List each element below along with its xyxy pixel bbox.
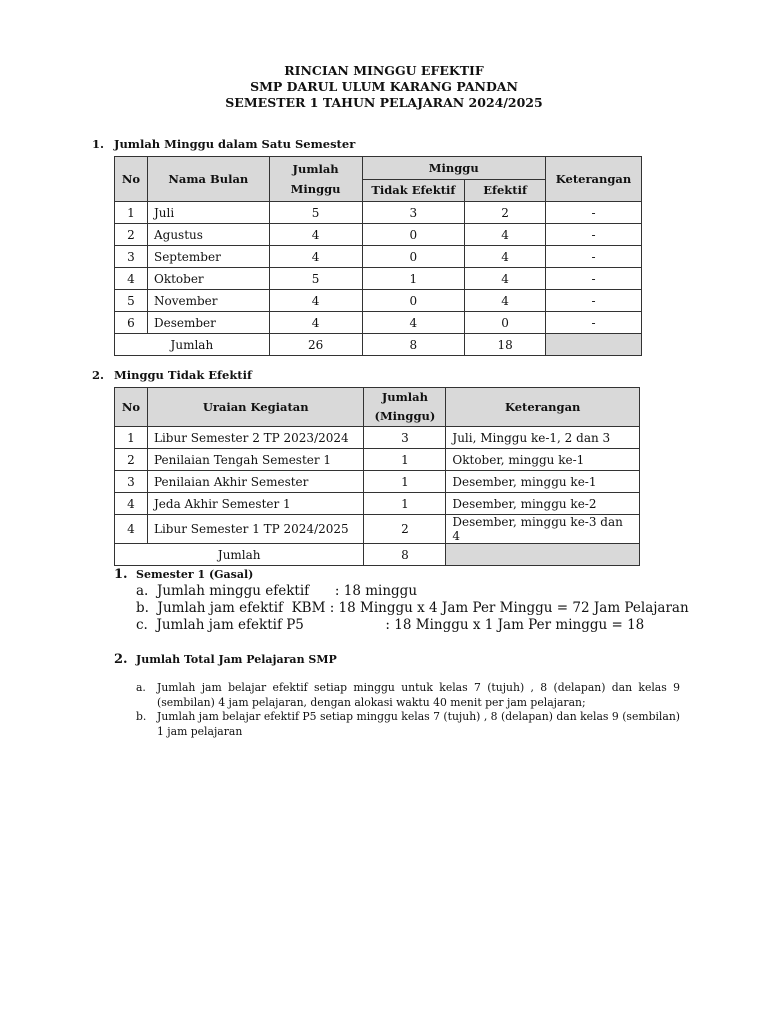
row-jumlah: 5 xyxy=(269,202,362,224)
row-efektif: 0 xyxy=(465,312,546,334)
list-item xyxy=(136,681,680,710)
item-marker: b. xyxy=(136,710,147,723)
doc-title: RINCIAN MINGGU EFEKTIF xyxy=(284,63,484,78)
row-efektif: 4 xyxy=(465,224,546,246)
item-marker: b. xyxy=(136,600,149,616)
list-item xyxy=(136,617,644,633)
section-number: 2. xyxy=(92,368,105,382)
row-bulan: Oktober xyxy=(147,268,269,290)
row-keterangan: - xyxy=(546,246,642,268)
header-no: No xyxy=(115,157,148,202)
row-tidak-efektif: 0 xyxy=(362,246,465,268)
row-no: 4 xyxy=(115,268,148,290)
header-jumlah: Jumlah xyxy=(381,390,428,404)
row-uraian: Penilaian Akhir Semester xyxy=(147,471,363,493)
total-label: Jumlah xyxy=(115,334,270,356)
row-jumlah: 4 xyxy=(269,224,362,246)
header-tidak-efektif: Tidak Efektif xyxy=(362,179,465,202)
table-row xyxy=(115,449,640,471)
row-no: 1 xyxy=(115,202,148,224)
row-uraian: Libur Semester 2 TP 2023/2024 xyxy=(147,427,363,449)
row-keterangan: - xyxy=(546,202,642,224)
row-efektif: 4 xyxy=(465,290,546,312)
table-row xyxy=(115,202,642,224)
item-text: Jumlah jam belajar efektif setiap minggu untuk kelas 7 (tujuh) , 8 (delapan) dan kelas 9 (sembilan) 4 jam pelajaran, dengan alokasi waktu 40 menit per jam pelajaran; xyxy=(157,681,680,709)
row-keterangan: Desember, minggu ke-3 dan 4 xyxy=(446,515,640,544)
row-tidak-efektif: 0 xyxy=(362,224,465,246)
row-no: 3 xyxy=(115,246,148,268)
total-jumlah: 26 xyxy=(269,334,362,356)
row-uraian: Jeda Akhir Semester 1 xyxy=(147,493,363,515)
list-item xyxy=(136,600,689,616)
row-no: 4 xyxy=(115,493,148,515)
list-item xyxy=(136,710,680,739)
header-no: No xyxy=(115,388,148,427)
section-title: Jumlah Minggu dalam Satu Semester xyxy=(114,137,356,151)
row-keterangan: Juli, Minggu ke-1, 2 dan 3 xyxy=(446,427,640,449)
header-keterangan: Keterangan xyxy=(446,388,640,427)
semester-number: 1. xyxy=(114,567,128,582)
header-minggu-sub: Minggu xyxy=(290,182,341,196)
item-text: Jumlah jam efektif KBM : 18 Minggu x 4 Jam Per Minggu = 72 Jam Pelajaran xyxy=(157,600,689,616)
table-row xyxy=(115,224,642,246)
total-jumlah: 8 xyxy=(364,544,446,566)
row-bulan: Agustus xyxy=(147,224,269,246)
item-text: Jumlah jam efektif P5 : 18 Minggu x 1 Jam Per minggu = 18 xyxy=(156,617,645,633)
non-effective-table xyxy=(114,387,640,566)
header-efektif: Efektif xyxy=(465,179,546,202)
row-jumlah: 1 xyxy=(364,449,446,471)
section-1-heading xyxy=(92,137,355,151)
row-tidak-efektif: 4 xyxy=(362,312,465,334)
item-marker: c. xyxy=(136,617,148,633)
row-jumlah: 4 xyxy=(269,290,362,312)
total-row xyxy=(115,334,642,356)
row-jumlah: 4 xyxy=(269,312,362,334)
row-no: 3 xyxy=(115,471,148,493)
row-bulan: Desember xyxy=(147,312,269,334)
section-2-heading xyxy=(92,368,252,382)
row-keterangan: Desember, minggu ke-2 xyxy=(446,493,640,515)
row-tidak-efektif: 1 xyxy=(362,268,465,290)
weeks-table xyxy=(114,156,642,356)
header-minggu-sub: (Minggu) xyxy=(374,409,436,423)
table-row xyxy=(115,427,640,449)
row-jumlah: 5 xyxy=(269,268,362,290)
total-jam-number: 2. xyxy=(114,652,128,667)
table-row xyxy=(115,268,642,290)
total-tidak-efektif: 8 xyxy=(362,334,465,356)
total-label: Jumlah xyxy=(115,544,364,566)
row-no: 5 xyxy=(115,290,148,312)
row-jumlah: 1 xyxy=(364,471,446,493)
item-text: Jumlah minggu efektif : 18 minggu xyxy=(156,583,418,599)
row-keterangan: - xyxy=(546,290,642,312)
row-no: 1 xyxy=(115,427,148,449)
row-bulan: November xyxy=(147,290,269,312)
header-jumlah-minggu xyxy=(364,388,446,427)
semester-heading xyxy=(114,567,253,582)
table-row xyxy=(115,246,642,268)
semester-title: SEMESTER 1 TAHUN PELAJARAN 2024/2025 xyxy=(225,95,543,110)
total-keterangan-shaded xyxy=(446,544,640,566)
row-efektif: 4 xyxy=(465,268,546,290)
row-keterangan: - xyxy=(546,224,642,246)
row-no: 2 xyxy=(115,224,148,246)
row-efektif: 2 xyxy=(465,202,546,224)
table-row xyxy=(115,312,642,334)
total-jam-heading xyxy=(114,652,337,667)
row-no: 2 xyxy=(115,449,148,471)
header-jumlah-minggu xyxy=(269,157,362,202)
row-tidak-efektif: 0 xyxy=(362,290,465,312)
row-uraian: Libur Semester 1 TP 2024/2025 xyxy=(147,515,363,544)
semester-title: Semester 1 (Gasal) xyxy=(136,568,254,581)
item-text: Jumlah jam belajar efektif P5 setiap minggu kelas 7 (tujuh) , 8 (delapan) dan kelas 9 (sembilan) 1 jam pelajaran xyxy=(157,710,680,738)
table-row xyxy=(115,471,640,493)
table-row xyxy=(115,290,642,312)
total-efektif: 18 xyxy=(465,334,546,356)
row-uraian: Penilaian Tengah Semester 1 xyxy=(147,449,363,471)
row-no: 6 xyxy=(115,312,148,334)
total-jam-title: Jumlah Total Jam Pelajaran SMP xyxy=(136,653,337,666)
row-tidak-efektif: 3 xyxy=(362,202,465,224)
row-keterangan: Oktober, minggu ke-1 xyxy=(446,449,640,471)
row-no: 4 xyxy=(115,515,148,544)
list-item xyxy=(136,583,417,599)
section-number: 1. xyxy=(92,137,105,151)
total-row xyxy=(115,544,640,566)
row-keterangan: - xyxy=(546,268,642,290)
section-title: Minggu Tidak Efektif xyxy=(114,368,252,382)
row-jumlah: 4 xyxy=(269,246,362,268)
row-jumlah: 3 xyxy=(364,427,446,449)
row-bulan: September xyxy=(147,246,269,268)
row-bulan: Juli xyxy=(147,202,269,224)
item-marker: a. xyxy=(136,583,149,599)
header-jumlah: Jumlah xyxy=(292,162,339,176)
row-jumlah: 2 xyxy=(364,515,446,544)
header-nama-bulan: Nama Bulan xyxy=(147,157,269,202)
header-keterangan: Keterangan xyxy=(546,157,642,202)
header-minggu: Minggu xyxy=(362,157,546,180)
table-row xyxy=(115,515,640,544)
row-keterangan: Desember, minggu ke-1 xyxy=(446,471,640,493)
total-keterangan-shaded xyxy=(546,334,642,356)
header-uraian: Uraian Kegiatan xyxy=(147,388,363,427)
row-jumlah: 1 xyxy=(364,493,446,515)
school-name: SMP DARUL ULUM KARANG PANDAN xyxy=(250,79,518,94)
item-marker: a. xyxy=(136,681,146,694)
row-keterangan: - xyxy=(546,312,642,334)
row-efektif: 4 xyxy=(465,246,546,268)
table-row xyxy=(115,493,640,515)
